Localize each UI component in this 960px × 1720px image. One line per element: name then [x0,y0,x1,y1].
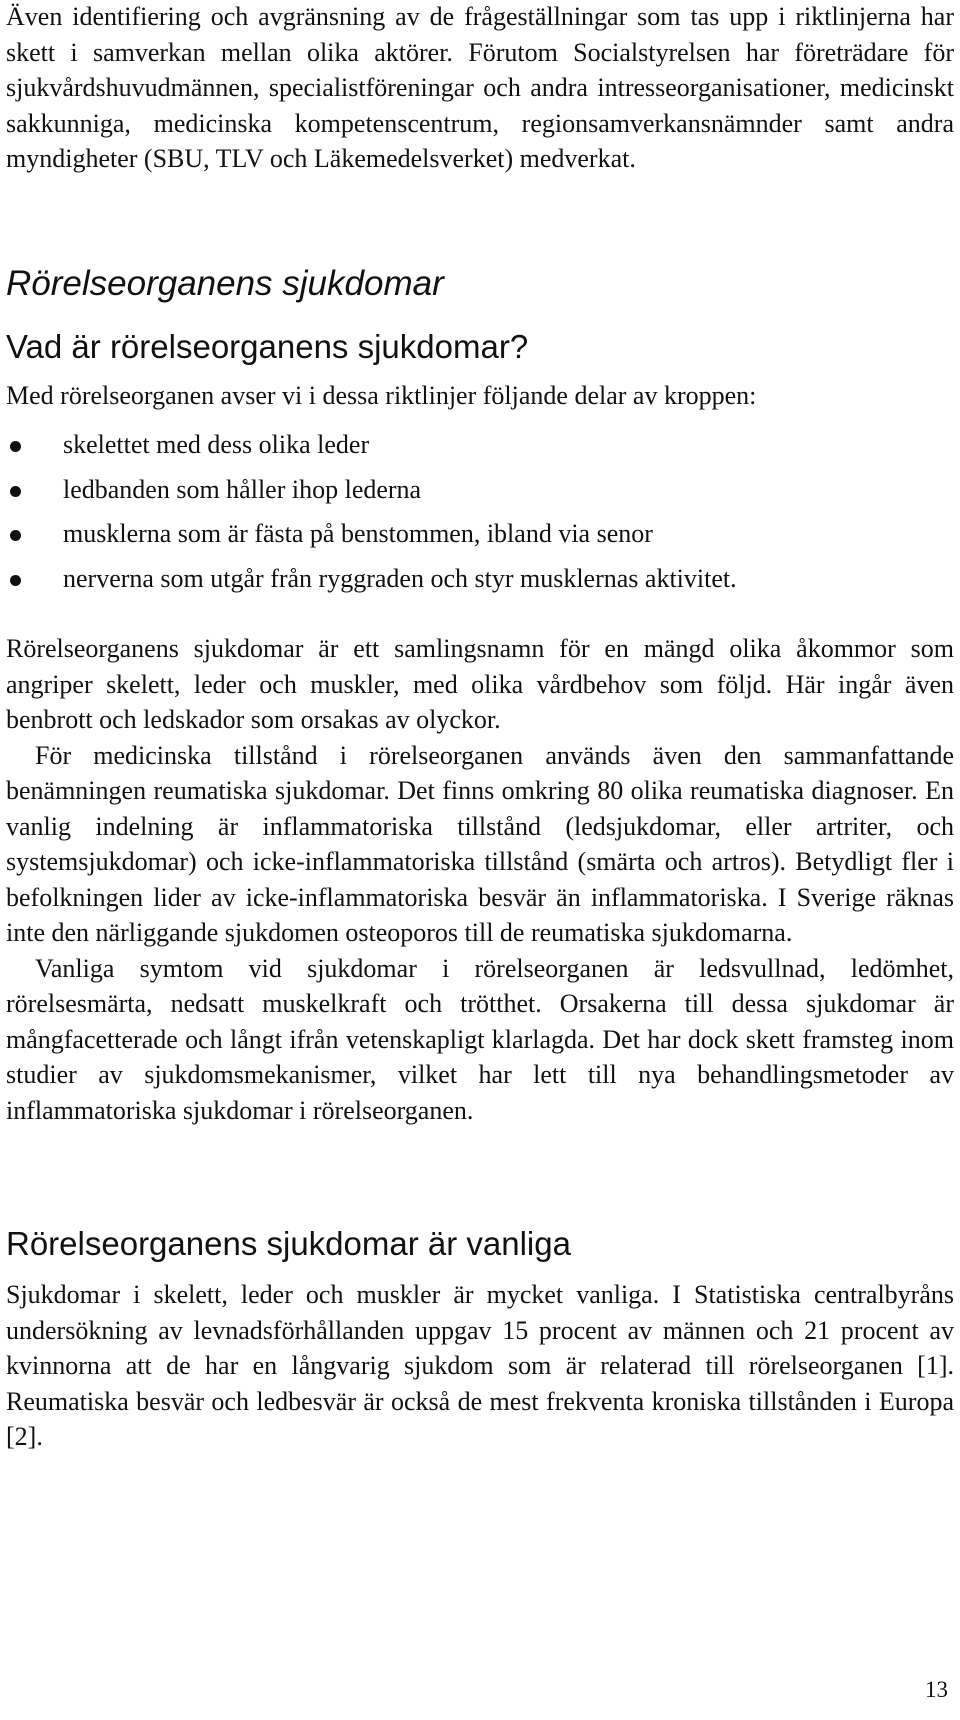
section-heading: Rörelseorganens sjukdomar är vanliga [6,1225,571,1262]
bullet-icon [10,575,21,586]
bullet-item [6,557,954,602]
bullet-item [6,468,954,513]
section-subtitle: Vad är rörelseorganens sjukdomar? [6,328,529,365]
intro-paragraph: Även identifiering och avgränsning av de frågeställningar som tas upp i riktlinjerna har skett i samverkan mellan olika aktörer. Förutom Socialstyrelsen har företrädare för sjukvårdshuvudmännen, specialistföreningar och andra intresseorganisationer, medicinskt sakkunniga, medicinska kompetenscentrum, regionsamverkansnämnder samt andra myndigheter (SBU, TLV och Läkemedelsverket) medverkat. [6,2,954,173]
bullet-item [6,423,954,468]
body-paragraph: För medicinska tillstånd i rörelseorganen används även den sammanfattande benämningen reumatiska sjukdomar. Det finns omkring 80 olika reumatiska diagnoser. En vanlig indelning är inflammatoriska tillstånd (ledsjukdomar, eller artriter, och systemsjukdomar) och icke-inflammatoriska tillstånd (smärta och artros). Betydligt fler i befolkningen lider av icke-inflammatoriska besvär än inflammatoriska. I Sverige räknas inte den närliggande sjukdomen osteoporos till de reumatiska sjukdomarna. [6,740,954,947]
bullet-icon [10,486,21,497]
bullet-icon [10,530,21,541]
section-paragraph: Sjukdomar i skelett, leder och muskler är mycket vanliga. I Statistiska centralbyråns undersökning av levnadsförhållanden uppgav 15 procent av männen och 21 procent av kvinnorna att de har en långvarig sjukdom som är relaterad till rörelseorganen [1]. Reumatiska besvär och ledbesvär är också de mest frekventa kroniska tillstånden i Europa [2]. [6,1280,954,1451]
section-title: Rörelseorganens sjukdomar [6,264,444,303]
body-paragraph: Vanliga symtom vid sjukdomar i rörelseorganen är ledsvullnad, ledömhet, rörelsesmärta, nedsatt muskelkraft och trötthet. Orsakerna till dessa sjukdomar är mångfacetterade och långt ifrån vetenskapligt klarlagda. Det har dock skett framsteg inom studier av sjukdomsmekanismer, vilket har lett till nya behandlingsmetoder av inflammatoriska sjukdomar i rörelseorganen. [6,953,954,1125]
body-paragraph: Rörelseorganens sjukdomar är ett samlingsnamn för en mängd olika åkommor som angriper skelett, leder och muskler, med olika vårdbehov som följd. Här ingår även benbrott och ledskador som orsakas av olyckor. [6,634,954,734]
bullet-text: ledbanden som håller ihop lederna [63,474,422,504]
bullet-text: musklerna som är fästa på benstommen, ibland via senor [63,519,653,548]
bullet-text: skelettet med dess olika leder [63,430,370,459]
page-number: 13 [925,1677,948,1702]
bullet-item [6,512,954,557]
bullet-text: nerverna som utgår från ryggraden och styr musklernas aktivitet. [63,563,737,593]
bullet-icon [10,441,21,452]
bullet-list [6,423,954,601]
section-lead: Med rörelseorganen avser vi i dessa riktlinjer följande delar av kroppen: [6,381,757,410]
section-body [6,631,954,1128]
